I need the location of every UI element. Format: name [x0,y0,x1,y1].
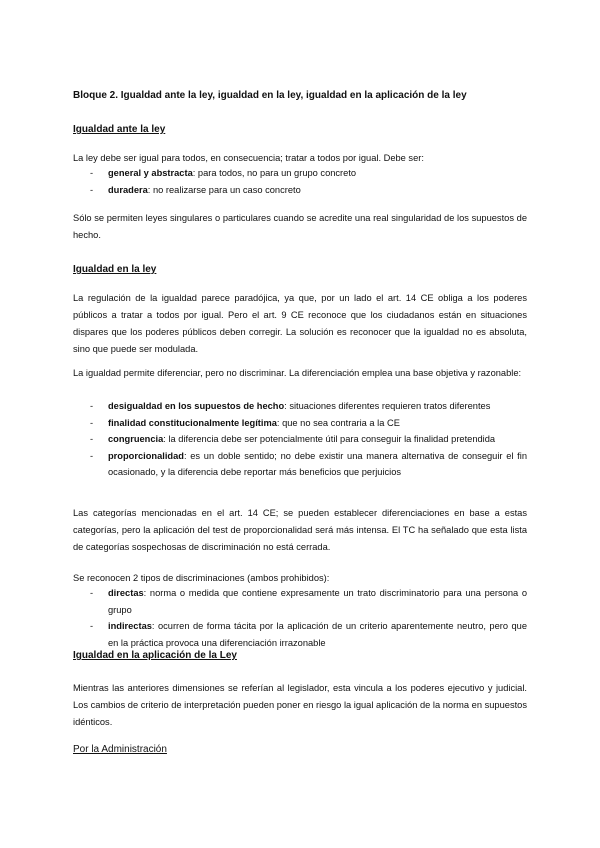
section3-p1: Mientras las anteriores dimensiones se referían al legislador, esta vincula a los poderes ejecutivo y judicial. Los cambios de criterio de interpretación pueden poner en riesgo la igual aplicación de la norma en supuestos idénticos. [73,683,527,727]
item-text: : que no sea contraria a la CE [276,417,400,428]
heading-igualdad-en-la-ley: Igualdad en la ley [73,264,157,275]
item-term: proporcionalidad [108,450,184,461]
item-term: congruencia [108,434,164,444]
dash-marker: - [90,401,94,411]
item-text: : situaciones diferentes requieren tratos diferentes [284,401,491,411]
dash-marker: - [90,450,94,461]
heading-igualdad-en-la-aplicacion: Igualdad en la aplicación de la Ley [73,650,237,661]
list-item [73,165,527,182]
section2-discrimination-list [73,585,527,651]
item-term: duradera [108,184,148,195]
item-text: : ocurren de forma tácita por la aplicación de un criterio aparentemente neutro, pero que en la práctica provoca una diferenciación irrazonable [108,621,527,648]
section1-list [73,165,527,198]
subheading-por-la-administracion: Por la Administración [73,744,167,755]
item-term: indirectas [108,621,152,631]
list-item [73,448,527,481]
item-text: : no realizarse para un caso concreto [147,184,301,195]
section2-p3: Las categorías mencionadas en el art. 14 CE; se pueden establecer diferenciaciones en base a estas categorías, pero la aplicación del test de proporcionalidad será más intensa. El TC ha señalado que esta lista de categorías sospechosas de discriminación no está cerrada. [73,508,527,552]
list-item [73,398,527,415]
section1-intro: La ley debe ser igual para todos, en consecuencia; tratar a todos por igual. Debe ser: [73,153,424,163]
section2-p4: Se reconocen 2 tipos de discriminaciones (ambos prohibidos): [73,573,330,583]
dash-marker: - [90,434,94,444]
list-item [73,431,527,448]
section1-paragraph: Sólo se permiten leyes singulares o particulares cuando se acredite una real singularidad de los supuestos de hecho. [73,213,527,240]
dash-marker: - [90,588,94,598]
item-term: general y abstracta [108,168,193,178]
item-text: : norma o medida que contiene expresamente un trato discriminatorio para una persona o grupo [108,588,527,615]
item-text: : la diferencia debe ser potencialmente útil para conseguir la finalidad pretendida [163,434,496,444]
item-term: desigualdad en los supuestos de hecho [108,401,285,411]
list-item [73,585,527,618]
dash-marker: - [90,184,94,195]
dash-marker: - [90,621,94,631]
list-item [73,182,527,199]
section2-p1: La regulación de la igualdad parece paradójica, ya que, por un lado el art. 14 CE obliga a los poderes públicos a tratar a todos por igual. Pero el art. 9 CE reconoce que los ciudadanos están en situaciones dispares que los poderes públicos deben corregir. La solución es reconocer que la igualdad no es absoluta, sino que puede ser modulada. [73,293,527,354]
dash-marker: - [90,168,94,178]
document-title: Bloque 2. Igualdad ante la ley, igualdad en la ley, igualdad en la aplicación de la ley [73,90,467,101]
item-text: : es un doble sentido; no debe existir una manera alternativa de conseguir el fin ocasionado, y la diferencia debe reportar más beneficios que perjuicios [108,450,527,477]
section2-p2: La igualdad permite diferenciar, pero no discriminar. La diferenciación emplea una base objetiva y razonable: [73,368,522,378]
item-text: : para todos, no para un grupo concreto [192,168,357,178]
list-item [73,415,527,432]
section2-criteria-list [73,398,527,481]
item-term: directas [108,588,144,598]
dash-marker: - [90,417,94,428]
list-item [73,618,527,651]
heading-igualdad-ante-la-ley: Igualdad ante la ley [73,124,166,135]
item-term: finalidad constitucionalmente legítima [108,417,277,428]
